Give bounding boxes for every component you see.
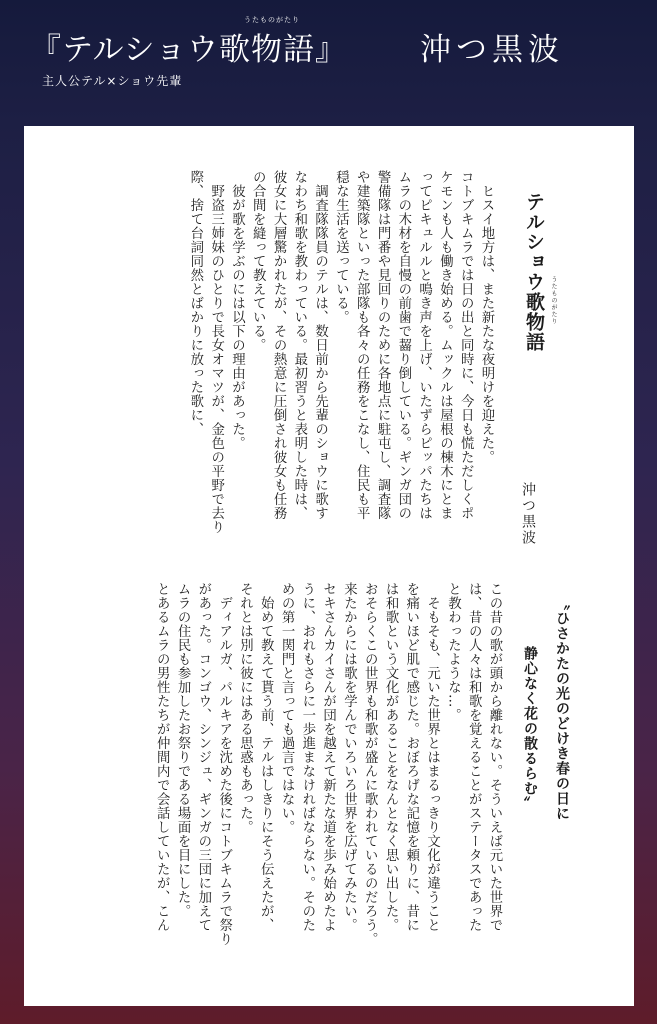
- document-author: 沖つ黒波: [520, 482, 536, 546]
- body-column: 彼女に大層驚かれたが、その熱意に圧倒され彼女も任務: [271, 170, 287, 520]
- body-column: うに、おれもさらに一歩進まなければならない。そのた: [299, 582, 315, 932]
- body-column: ヒスイ地方は、また新たな夜明けを迎えた。: [479, 170, 494, 464]
- body-column: それとは別に彼にはある思惑もあった。: [237, 582, 253, 834]
- body-upper: [184, 170, 496, 534]
- body-lower: [150, 582, 504, 946]
- body-column: と教わったような…。: [445, 582, 461, 722]
- body-column: 警備隊は門番や見回りのために各地点に駐屯し、調査隊: [375, 170, 391, 520]
- poem-line: 静心なく花の散るらむ〟: [522, 646, 538, 811]
- body-column: 彼が歌を学ぶのには以下の理由があった。: [229, 170, 245, 450]
- body-column: 際、捨て台詞同然とばかりに放った歌に、: [187, 170, 203, 436]
- body-column: ムラの木材を自慢の前歯で齧り倒している。ギンガ団の: [395, 170, 411, 520]
- body-column: コトブキムラでは日の出と同時に、今日も慌ただしくポ: [458, 170, 474, 520]
- body-column: とあるムラの男性たちが仲間内で会話していたが、こん: [154, 582, 170, 932]
- header-title-ruby: うたものがたり: [244, 16, 300, 24]
- poem: [508, 596, 572, 821]
- header-subtitle: 主人公テル×ショウ先輩: [42, 74, 183, 88]
- body-column: の合間を縫って教えている。: [250, 170, 266, 352]
- body-column: ってピキュルルと鳴き声を上げ、いたずらピッパたちは: [416, 170, 432, 520]
- body-column: ムラの住民も参加したお祭りである場面を目にした。: [175, 582, 191, 918]
- body-column: 来たからには歌を学んでいろいろ世界を広げてみたい。: [341, 582, 357, 932]
- body-column: を痛いほど肌で感じた。おぼろげな記憶を頼りに、昔に: [403, 582, 419, 932]
- body-column: おそらくこの世界も和歌が盛んに歌われているのだろう。: [362, 582, 378, 946]
- body-column: そもそも、元いた世界とはまるっきり文化が違うこと: [424, 582, 440, 932]
- body-column: ディアルガ、パルキアを沈めた後にコトブキムラで祭り: [216, 582, 232, 946]
- document-title: テルショウ歌物語: [523, 192, 545, 352]
- poem-line: 〝ひさかたの光のどけき春の日に: [554, 596, 570, 821]
- manuscript-page: [24, 126, 634, 1006]
- body-column: は、昔の人々は和歌を覚えることがステータスであった: [466, 582, 482, 932]
- body-column: この昔の歌が頭から離れない。そういえば元いた世界で: [487, 582, 502, 932]
- body-column: めの第一関門と言っても過言ではない。: [279, 582, 295, 834]
- body-column: は和歌という文化があることをなんとなく思い出した。: [383, 582, 399, 932]
- document-title-ruby: うたものがたり: [550, 276, 557, 325]
- body-column: 野盗三姉妹のひとりで長女オマツが、金色の平野で去り: [208, 170, 224, 534]
- body-column: ケモンも人も働き始める。ムックルは屋根の棟木にとま: [437, 170, 453, 520]
- body-column: や建築隊といった部隊も各々の任務をこなし、住民も平: [354, 170, 370, 520]
- body-column: 始めて教えて貰う前、テルはしきりにそう伝えたが、: [258, 582, 274, 932]
- body-column: があった。コンゴウ、シンジュ、ギンガの三団に加えて: [195, 582, 211, 932]
- header-author: 沖つ黒波: [420, 32, 564, 68]
- header-title: 『テルショウ歌物語』: [30, 32, 348, 68]
- body-column: セキさんカイさんが団を越えて新たな道を歩み始めたよ: [320, 582, 336, 932]
- body-column: なわち和歌を教わっている。最初習うと表明した時は、: [291, 170, 307, 520]
- body-column: 穏な生活を送っている。: [333, 170, 349, 324]
- body-column: 調査隊隊員のテルは、数日前から先輩のショウに歌す: [312, 170, 328, 520]
